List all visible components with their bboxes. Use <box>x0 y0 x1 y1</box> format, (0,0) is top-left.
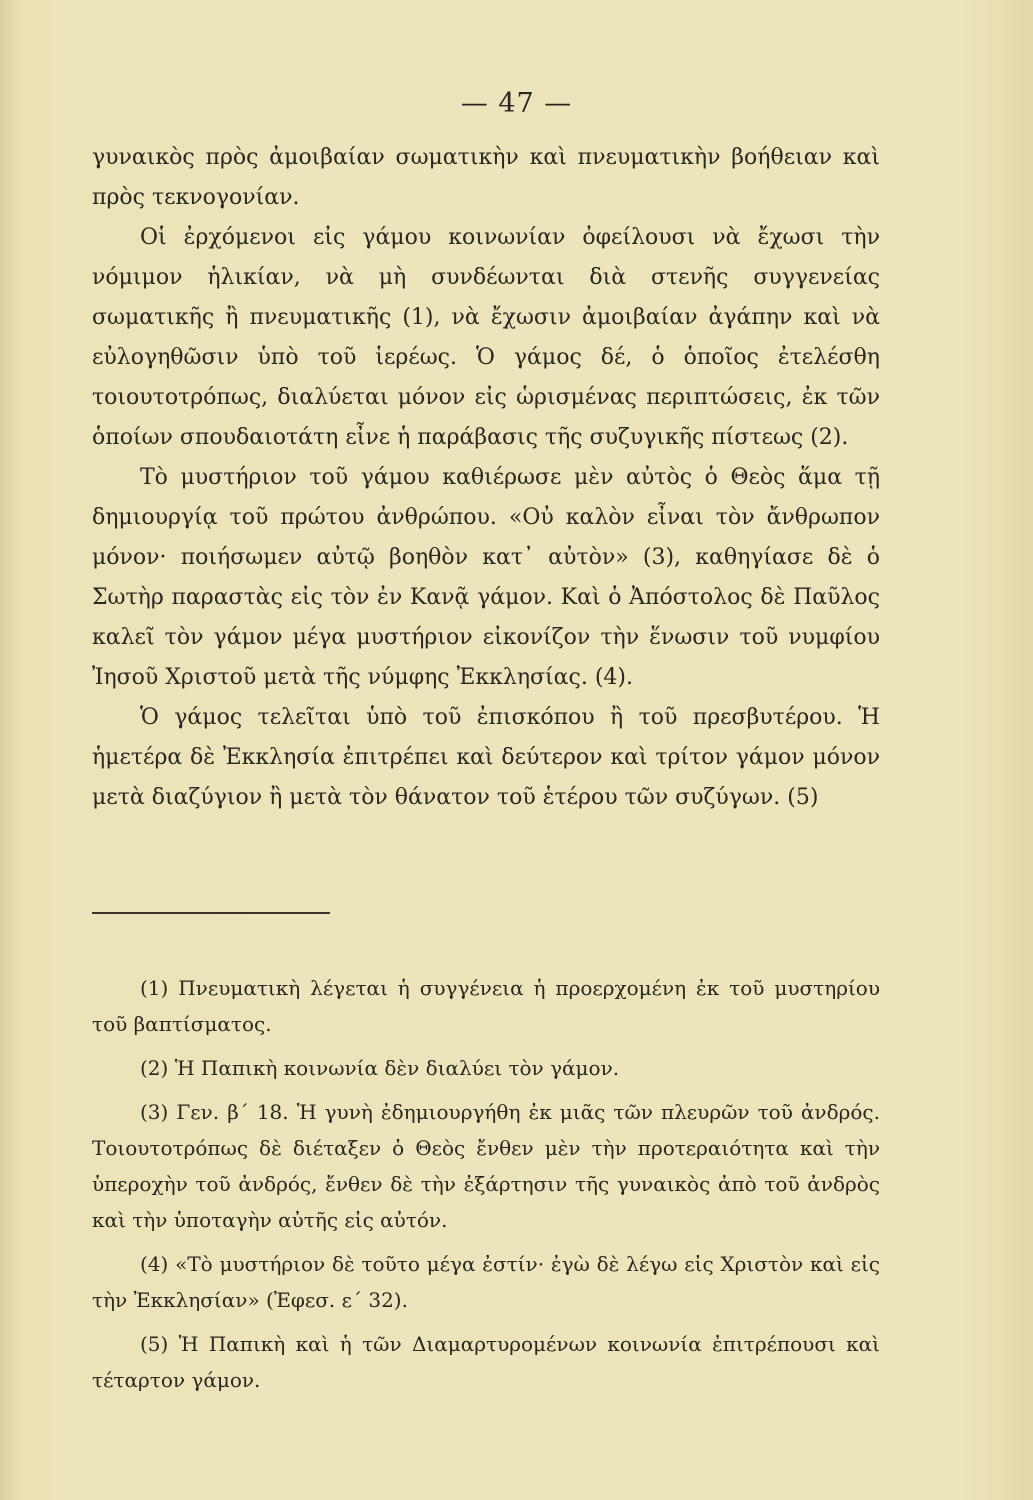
footnote: (2) Ἡ Παπικὴ κοινωνία δὲν διαλύει τὸν γάμον. <box>140 1056 620 1080</box>
paragraph: γυναικὸς πρὸς ἀμοιβαίαν σωματικὴν καὶ πνευματικὴν βοήθειαν καὶ πρὸς τεκνογονίαν. <box>92 145 880 210</box>
footnote: (3) Γεν. β΄ 18. Ἡ γυνὴ ἐδημιουργήθη ἐκ μιᾶς τῶν πλευρῶν τοῦ ἀνδρός. Τοιουτοτρόπως δὲ διέταξεν ὁ Θεὸς ἔνθεν μὲν τὴν προτεραιότητα καὶ τὴν ὑπεροχὴν τοῦ ἀνδρός, ἔνθεν δὲ τὴν ἐξάρτησιν τῆς γυναικὸς ἀπὸ τοῦ ἀνδρὸς καὶ τὴν ὑποταγὴν αὐτῆς εἰς αὐτόν. <box>92 1100 880 1232</box>
footnote-divider <box>92 912 330 914</box>
page-number: — 47 — <box>460 88 573 119</box>
paragraph: Ὁ γάμος τελεῖται ὑπὸ τοῦ ἐπισκόπου ἢ τοῦ πρεσβυτέρου. Ἡ ἡμετέρα δὲ Ἐκκλησία ἐπιτρέπει καὶ δεύτερον καὶ τρίτον γάμον μόνον μετὰ διαζύγιον ἢ μετὰ τὸν θάνατον τοῦ ἑτέρου τῶν συζύγων. (5) <box>92 705 880 810</box>
paragraph: Οἱ ἐρχόμενοι εἰς γάμου κοινωνίαν ὀφείλουσι νὰ ἔχωσι τὴν νόμιμον ἡλικίαν, νὰ μὴ συνδέωνται διὰ στενῆς συγγενείας σωματικῆς ἢ πνευματικῆς (1), νὰ ἔχωσιν ἀμοιβαίαν ἀγάπην καὶ νὰ εὐλογηθῶσιν ὑπὸ τοῦ ἱερέως. Ὁ γάμος δέ, ὁ ὁποῖος ἐτελέσθη τοιουτοτρόπως, διαλύεται μόνον εἰς ὡρισμένας περιπτώσεις, ἐκ τῶν ὁποίων σπουδαιοτάτη εἶνε ἡ παράβασις τῆς συζυγικῆς πίστεως (2). <box>92 225 880 450</box>
footnote: (5) Ἡ Παπικὴ καὶ ἡ τῶν Διαμαρτυρομένων κοινωνία ἐπιτρέπουσι καὶ τέταρτον γάμον. <box>92 1332 880 1392</box>
paragraph: Τὸ μυστήριον τοῦ γάμου καθιέρωσε μὲν αὐτὸς ὁ Θεὸς ἅμα τῇ δημιουργίᾳ τοῦ πρώτου ἀνθρώπου. «Οὐ καλὸν εἶναι τὸν ἄνθρωπον μόνον· ποιήσωμεν αὐτῷ βοηθὸν κατ᾽ αὐτὸν» (3), καθηγίασε δὲ ὁ Σωτὴρ παραστὰς εἰς τὸν ἐν Κανᾷ γάμον. Καὶ ὁ Ἀπόστολος δὲ Παῦλος καλεῖ τὸν γάμον μέγα μυστήριον εἰκονίζον τὴν ἕνωσιν τοῦ νυμφίου Ἰησοῦ Χριστοῦ μετὰ τῆς νύμφης Ἐκκλησίας. (4). <box>92 465 880 690</box>
footnote: (4) «Τὸ μυστήριον δὲ τοῦτο μέγα ἐστίν· ἐγὼ δὲ λέγω εἰς Χριστὸν καὶ εἰς τὴν Ἐκκλησίαν» (Ἐφεσ. ε΄ 32). <box>92 1252 880 1312</box>
main-text <box>92 138 880 818</box>
footnotes <box>92 970 880 1406</box>
footnote: (1) Πνευματικὴ λέγεται ἡ συγγένεια ἡ προερχομένη ἐκ τοῦ μυστηρίου τοῦ βαπτίσματος. <box>92 976 880 1036</box>
